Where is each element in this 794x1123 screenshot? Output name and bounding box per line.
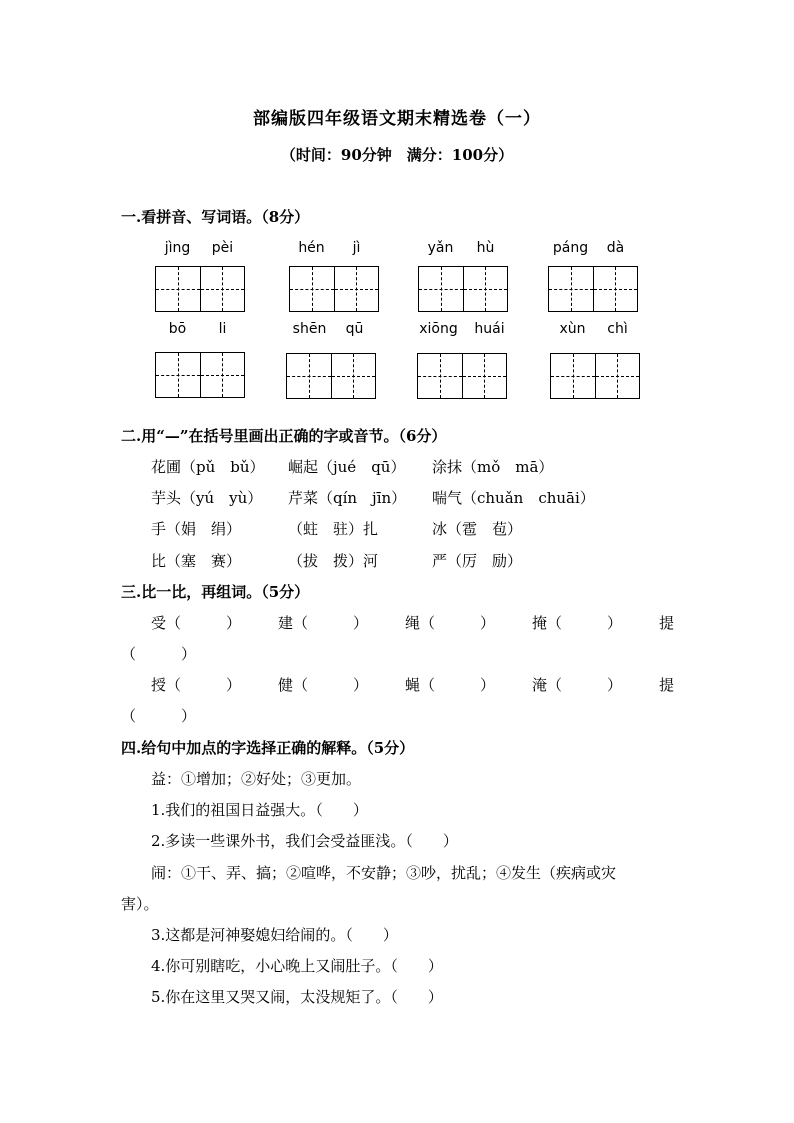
- pinyin: xùn: [559, 321, 586, 337]
- question-line: 4.你可别瞎吃，小心晚上又闹肚子。（ ）: [151, 957, 443, 975]
- choice-item: （拔 拨）河: [288, 552, 379, 570]
- choice-item: 芹菜（qín jīn）: [288, 489, 407, 507]
- compare-item: 淹（ ）: [532, 676, 623, 694]
- choice-item: 花圃（pǔ bǔ）: [151, 458, 265, 476]
- choice-item: 严（厉 励）: [432, 552, 523, 570]
- choice-item: 芋头（yú yù）: [151, 489, 263, 507]
- pinyin-pair: [416, 321, 512, 337]
- section2-heading: 二.用“—”在括号里画出正确的字或音节。（6分）: [121, 427, 447, 445]
- pinyin: hén: [298, 240, 325, 256]
- compare-item: 健（ ）: [278, 676, 369, 694]
- choice-item: （蛀 驻）扎: [288, 520, 379, 538]
- writing-grid[interactable]: [155, 352, 245, 398]
- compare-item: 蝇（ ）: [405, 676, 496, 694]
- page-title: 部编版四年级语文期末精选卷（一）: [253, 109, 541, 129]
- pinyin: jì: [352, 240, 361, 256]
- section4-heading: 四.给句中加点的字选择正确的解释。（5分）: [121, 739, 415, 757]
- pinyin: pèi: [211, 240, 234, 256]
- writing-grid[interactable]: [289, 266, 379, 312]
- writing-grid[interactable]: [418, 266, 508, 312]
- pinyin: shēn: [292, 321, 327, 337]
- writing-grid[interactable]: [286, 353, 376, 399]
- question-line: 1.我们的祖国日益强大。（ ）: [151, 801, 368, 819]
- choice-item: 冰（雹 苞）: [432, 520, 523, 538]
- pinyin-pair: [289, 240, 379, 256]
- pinyin: qū: [345, 321, 364, 337]
- writing-grid[interactable]: [155, 266, 245, 312]
- definition-line: 闹：①干、弄、搞；②喧哗，不安静；③吵，扰乱；④发生（疾病或灾: [151, 864, 617, 882]
- question-line: 2.多读一些课外书，我们会受益匪浅。（ ）: [151, 832, 458, 850]
- compare-item-continuation: （ ）: [121, 707, 197, 725]
- compare-item: 授（ ）: [151, 676, 242, 694]
- question-line: 5.你在这里又哭又闹，太没规矩了。（ ）: [151, 988, 443, 1006]
- choice-item: 涂抹（mǒ mā）: [432, 458, 554, 476]
- pinyin: páng: [552, 240, 589, 256]
- pinyin-pair: [550, 321, 640, 337]
- pinyin: yǎn: [427, 240, 454, 256]
- compare-item-continuation: （ ）: [121, 645, 197, 663]
- pinyin: jìng: [164, 240, 191, 256]
- compare-item: 建（ ）: [278, 614, 369, 632]
- pinyin: xiōng: [419, 321, 458, 337]
- compare-item: 提: [659, 676, 675, 694]
- pinyin-pair: [155, 321, 245, 337]
- definition-line: 益：①增加；②好处；③更加。: [151, 770, 362, 788]
- pinyin: li: [218, 321, 227, 337]
- pinyin: bō: [168, 321, 187, 337]
- section1-heading: 一.看拼音、写词语。（8分）: [121, 208, 310, 226]
- pinyin-pair: [548, 240, 638, 256]
- question-line: 3.这都是河神娶媳妇给闹的。（ ）: [151, 926, 398, 944]
- compare-item: 绳（ ）: [405, 614, 496, 632]
- compare-item: 掩（ ）: [532, 614, 623, 632]
- compare-item: 提: [659, 614, 675, 632]
- pinyin-pair: [418, 240, 508, 256]
- pinyin: huái: [474, 321, 505, 337]
- choice-item: 喘气（chuǎn chuāi）: [432, 489, 595, 507]
- compare-item: 受（ ）: [151, 614, 242, 632]
- choice-item: 崛起（jué qū）: [288, 458, 406, 476]
- choice-item: 比（塞 赛）: [151, 552, 242, 570]
- definition-line-continuation: 害）。: [121, 895, 159, 913]
- page-subtitle: （时间：90分钟 满分：100分）: [280, 146, 514, 164]
- writing-grid[interactable]: [550, 353, 640, 399]
- pinyin: dà: [606, 240, 625, 256]
- choice-item: 手（娟 绢）: [151, 520, 242, 538]
- pinyin-pair: [287, 321, 377, 337]
- writing-grid[interactable]: [548, 266, 638, 312]
- pinyin: chì: [607, 321, 628, 337]
- pinyin-pair: [155, 240, 245, 256]
- writing-grid[interactable]: [417, 353, 507, 399]
- pinyin: hù: [476, 240, 495, 256]
- section3-heading: 三.比一比，再组词。（5分）: [121, 583, 310, 601]
